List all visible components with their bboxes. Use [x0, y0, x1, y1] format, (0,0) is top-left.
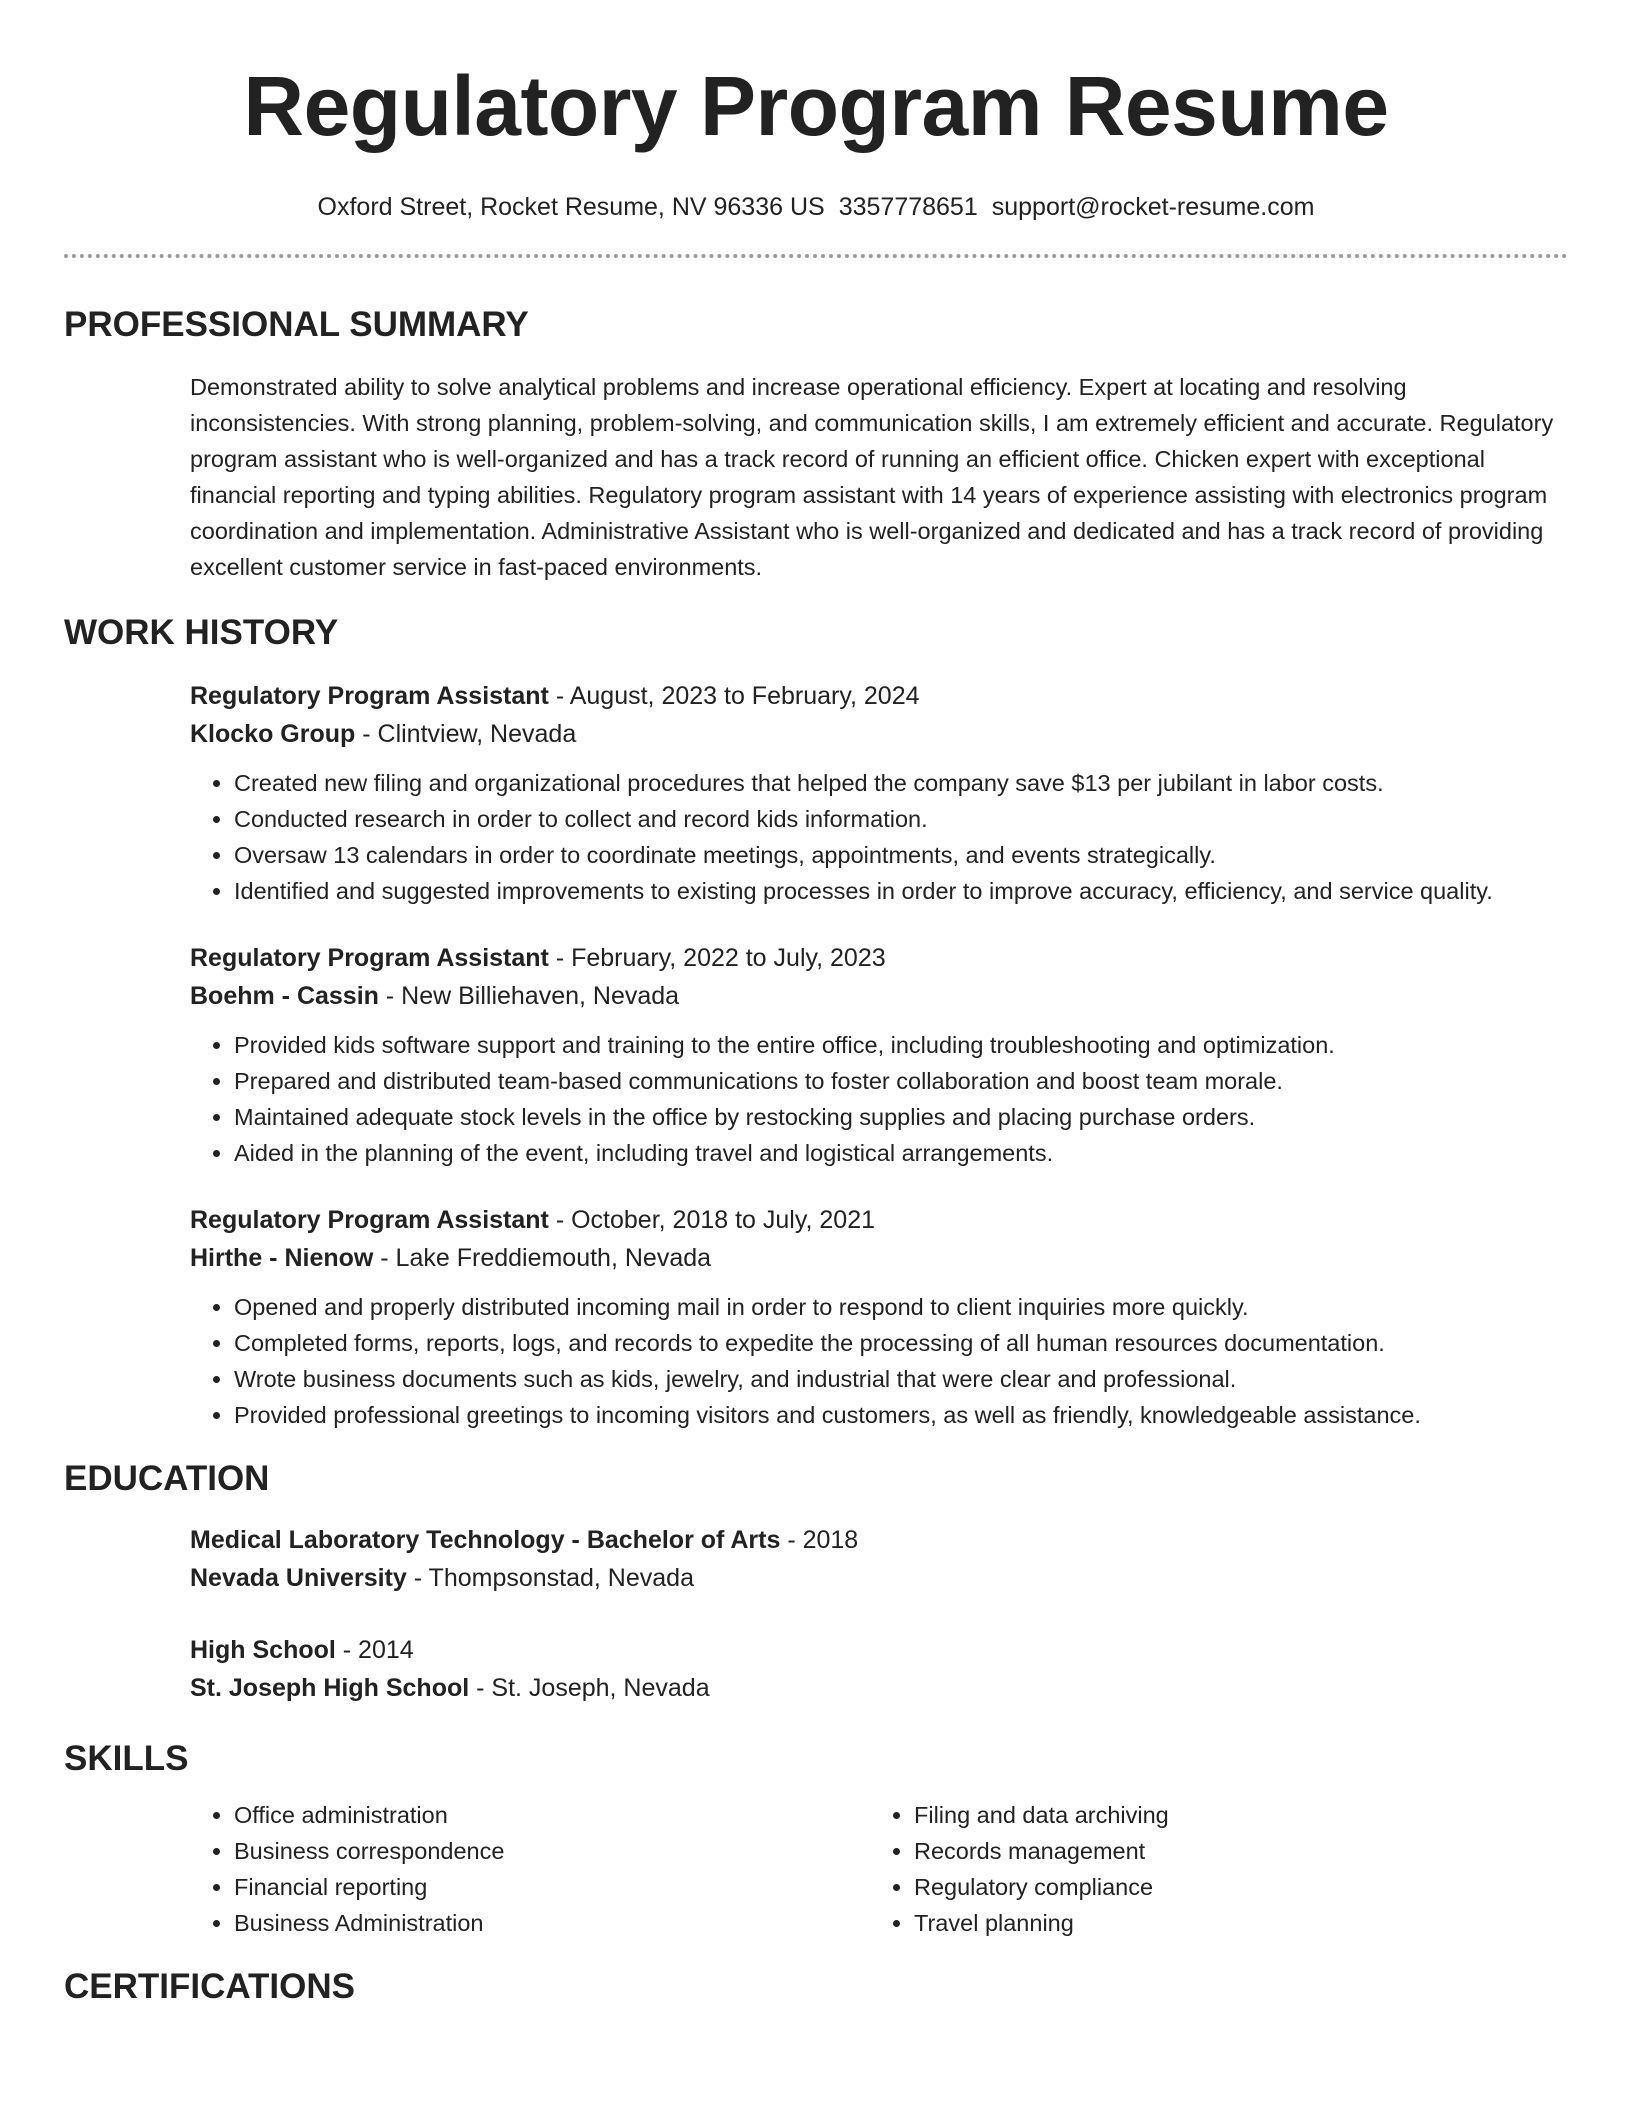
- list-item: • Financial reporting: [234, 1869, 870, 1905]
- education-year: - 2018: [780, 1526, 859, 1554]
- skills-grid: [190, 1797, 1568, 1941]
- list-item: • Regulatory compliance: [914, 1869, 1550, 1905]
- job-company: Boehm - Cassin: [190, 982, 379, 1010]
- list-item: • Business Administration: [234, 1905, 870, 1941]
- skills-list-right: [870, 1797, 1550, 1941]
- section-title-skills: SKILLS: [64, 1739, 189, 1778]
- job-location: - New Billiehaven, Nevada: [378, 982, 680, 1010]
- section-title-summary: PROFESSIONAL SUMMARY: [64, 305, 529, 344]
- education-entry: [190, 1521, 1568, 1597]
- job-bullet-list: [190, 1289, 1568, 1433]
- education-location: - Thompsonstad, Nevada: [406, 1564, 694, 1592]
- job-role: Regulatory Program Assistant: [190, 944, 549, 972]
- education-degree-line: [190, 1631, 1568, 1669]
- job-company: Klocko Group: [190, 720, 356, 748]
- job-role-line: [190, 939, 1568, 977]
- education-degree: High School: [190, 1636, 336, 1664]
- skills-column-left: [190, 1797, 870, 1941]
- section-title-work-history: WORK HISTORY: [64, 613, 339, 652]
- job-dates: - August, 2023 to February, 2024: [548, 682, 920, 710]
- list-item: • Records management: [914, 1833, 1550, 1869]
- header-divider: [64, 254, 1568, 258]
- job-company-line: [190, 1239, 1568, 1277]
- education-location: - St. Joseph, Nevada: [469, 1674, 710, 1702]
- list-item: • Opened and properly distributed incoming mail in order to respond to client inquiries more quickly.: [234, 1289, 1568, 1325]
- list-item: • Office administration: [234, 1797, 870, 1833]
- job-entry: [190, 939, 1568, 1171]
- job-role-line: [190, 1201, 1568, 1239]
- resume-title: Regulatory Program Resume: [243, 59, 1389, 153]
- skills-column-right: [870, 1797, 1550, 1941]
- contact-phone: 3357778651: [838, 193, 978, 221]
- list-item: • Provided professional greetings to incoming visitors and customers, as well as friendly, knowledgeable assistance.: [234, 1397, 1568, 1433]
- list-item: • Created new filing and organizational procedures that helped the company save $13 per jubilant in labor costs.: [234, 765, 1568, 801]
- job-role: Regulatory Program Assistant: [190, 1206, 549, 1234]
- list-item: • Travel planning: [914, 1905, 1550, 1941]
- list-item: • Identified and suggested improvements to existing processes in order to improve accuracy, efficiency, and service quality.: [234, 873, 1568, 909]
- section-title-education: EDUCATION: [64, 1459, 270, 1498]
- summary-text: Demonstrated ability to solve analytical problems and increase operational efficiency. Expert at locating and resolving inconsistencies. With strong planning, problem-solving, and communication skills, I am extremely efficient and accurate. Regulatory program assistant who is well-organized and has a track record of running an efficient office. Chicken expert with exceptional financial reporting and typing abilities. Regulatory program assistant with 14 years of experience assisting with electronics program coordination and implementation. Administrative Assistant who is well-organized and dedicated and has a track record of providing excellent customer service in fast-paced environments.: [190, 374, 1554, 580]
- list-item: • Aided in the planning of the event, including travel and logistical arrangements.: [234, 1135, 1568, 1171]
- education-degree: Medical Laboratory Technology - Bachelor of Arts: [190, 1526, 781, 1554]
- contact-email: support@rocket-resume.com: [991, 193, 1315, 221]
- job-bullet-list: [190, 765, 1568, 909]
- job-company-line: [190, 715, 1568, 753]
- job-entry: [190, 677, 1568, 909]
- job-role: Regulatory Program Assistant: [190, 682, 549, 710]
- job-dates: - October, 2018 to July, 2021: [548, 1206, 876, 1234]
- job-company-line: [190, 977, 1568, 1015]
- section-title-certifications: CERTIFICATIONS: [64, 1967, 356, 2006]
- list-item: • Business correspondence: [234, 1833, 870, 1869]
- list-item: • Conducted research in order to collect and record kids information.: [234, 801, 1568, 837]
- list-item: • Oversaw 13 calendars in order to coordinate meetings, appointments, and events strategically.: [234, 837, 1568, 873]
- job-location: - Clintview, Nevada: [355, 720, 577, 748]
- contact-line: [64, 192, 1568, 222]
- contact-address: Oxford Street, Rocket Resume, NV 96336 US: [317, 193, 825, 221]
- education-school: Nevada University: [190, 1564, 407, 1592]
- list-item: • Prepared and distributed team-based communications to foster collaboration and boost team morale.: [234, 1063, 1568, 1099]
- job-role-line: [190, 677, 1568, 715]
- list-item: • Maintained adequate stock levels in the office by restocking supplies and placing purchase orders.: [234, 1099, 1568, 1135]
- education-year: - 2014: [335, 1636, 414, 1664]
- education-school-line: [190, 1559, 1568, 1597]
- list-item: • Completed forms, reports, logs, and records to expedite the processing of all human resources documentation.: [234, 1325, 1568, 1361]
- skills-list-left: [190, 1797, 870, 1941]
- job-dates: - February, 2022 to July, 2023: [548, 944, 886, 972]
- education-degree-line: [190, 1521, 1568, 1559]
- job-location: - Lake Freddiemouth, Nevada: [373, 1244, 712, 1272]
- list-item: • Provided kids software support and training to the entire office, including troubleshooting and optimization.: [234, 1027, 1568, 1063]
- education-school-line: [190, 1669, 1568, 1707]
- job-entry: [190, 1201, 1568, 1433]
- education-school: St. Joseph High School: [190, 1674, 470, 1702]
- list-item: • Filing and data archiving: [914, 1797, 1550, 1833]
- education-entry: [190, 1631, 1568, 1707]
- job-company: Hirthe - Nienow: [190, 1244, 374, 1272]
- job-bullet-list: [190, 1027, 1568, 1171]
- list-item: • Wrote business documents such as kids, jewelry, and industrial that were clear and professional.: [234, 1361, 1568, 1397]
